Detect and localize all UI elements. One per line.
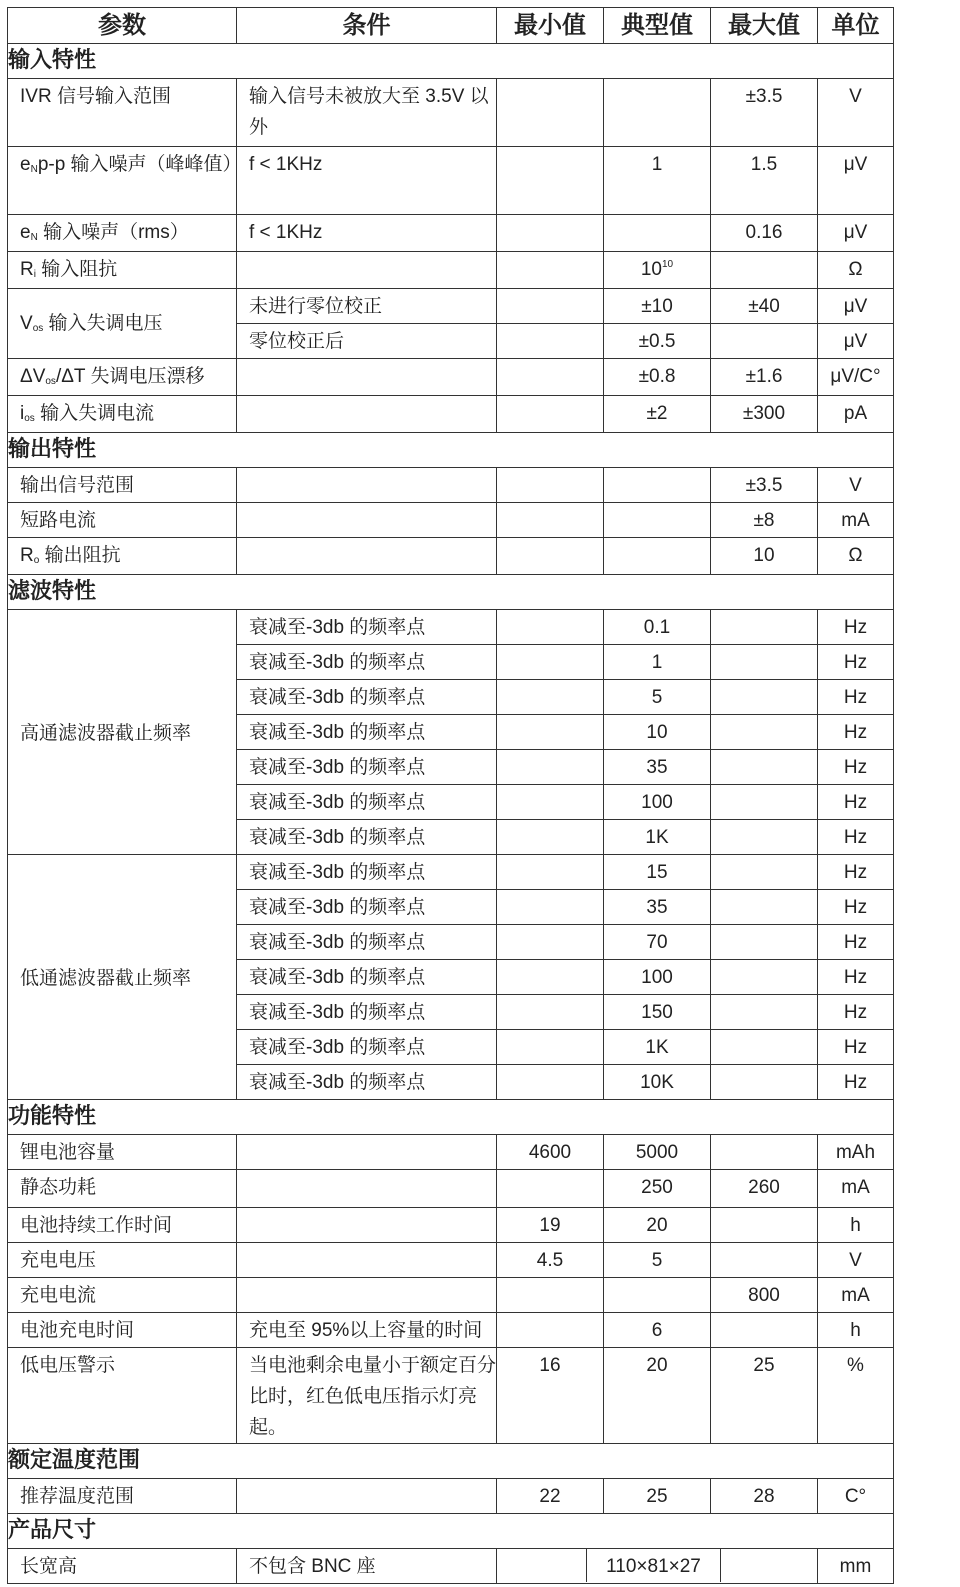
param-cell: 高通滤波器截止频率 [8,610,237,855]
max-cell: 0.16 [711,215,818,252]
param-cell: 长宽高 [8,1549,237,1584]
cond-cell [237,538,497,575]
min-cell [497,324,604,359]
cond-cell [237,1278,497,1313]
typ-cell: 150 [604,995,711,1030]
typ-exponent: 10 [662,259,674,270]
param-text: p-p 输入噪声（峰峰值） [37,154,242,175]
max-cell [711,1065,818,1100]
unit-cell: V [818,1243,894,1278]
cond-cell: 未进行零位校正 [237,289,497,324]
typ-cell [604,538,711,575]
param-text: /ΔT 失调电压漂移 [55,366,205,387]
min-cell: 4.5 [497,1243,604,1278]
cond-cell: 衰减至-3db 的频率点 [237,785,497,820]
max-cell [711,1135,818,1170]
header-cond: 条件 [237,8,497,44]
min-cell [497,468,604,503]
unit-cell: Hz [818,610,894,645]
max-cell [711,645,818,680]
header-row [8,8,894,44]
max-cell: 260 [711,1170,818,1208]
cond-cell [237,1243,497,1278]
section-func: 功能特性 [8,1100,894,1135]
param-text: 输入失调电流 [34,403,155,424]
max-cell [711,750,818,785]
min-cell [497,147,604,215]
param-subscript: o [33,555,40,566]
cond-cell: 衰减至-3db 的频率点 [237,995,497,1030]
min-cell [497,1278,604,1313]
typ-cell: 20 [604,1208,711,1243]
typ-cell [604,503,711,538]
param-cell [8,289,237,359]
cond-cell: 衰减至-3db 的频率点 [237,750,497,785]
unit-cell: μV [818,289,894,324]
header-max: 最大值 [711,8,818,44]
typ-cell: 0.1 [604,610,711,645]
min-cell [497,610,604,645]
cond-cell: f < 1KHz [237,215,497,252]
param-text: 输入失调电压 [43,312,163,334]
max-cell [711,960,818,995]
unit-cell: Hz [818,785,894,820]
cond-cell: 衰减至-3db 的频率点 [237,820,497,855]
unit-cell: μV/C° [818,359,894,396]
unit-cell: Hz [818,890,894,925]
typ-cell: ±0.5 [604,324,711,359]
header-unit: 单位 [818,8,894,44]
spec-table [7,7,894,1584]
table-row [8,1170,894,1208]
cond-cell [237,503,497,538]
param-text: i [20,403,25,424]
min-cell [497,750,604,785]
max-cell: 28 [711,1479,818,1514]
typ-cell: 1 [604,147,711,215]
unit-cell: Hz [818,645,894,680]
typ-cell: 5 [604,1243,711,1278]
max-cell: ±3.5 [711,468,818,503]
typ-cell: 1 [604,645,711,680]
min-cell [497,995,604,1030]
header-param: 参数 [8,8,237,44]
unit-cell: Hz [818,715,894,750]
typ-cell [604,252,711,289]
cond-cell [237,1170,497,1208]
param-cell: 充电电流 [8,1278,237,1313]
cond-cell: 衰减至-3db 的频率点 [237,680,497,715]
unit-cell: % [818,1348,894,1444]
max-cell: ±3.5 [711,79,818,147]
min-cell [497,1170,604,1208]
typ-cell: 100 [604,785,711,820]
min-cell [497,215,604,252]
section-row [8,44,894,79]
param-subscript: N [30,232,38,243]
table-row [8,147,894,215]
section-temp: 额定温度范围 [8,1444,894,1479]
max-cell [711,680,818,715]
unit-cell: Hz [818,680,894,715]
typ-cell: 10 [604,715,711,750]
table-row [8,1549,894,1584]
max-cell: ±300 [711,396,818,433]
min-cell [497,820,604,855]
param-cell: 输出信号范围 [8,468,237,503]
unit-cell: C° [818,1479,894,1514]
unit-cell: V [818,468,894,503]
max-cell [711,610,818,645]
param-cell [8,359,237,396]
typ-cell: ±0.8 [604,359,711,396]
table-row [8,359,894,396]
cond-cell: 衰减至-3db 的频率点 [237,855,497,890]
table-row [8,1313,894,1348]
unit-cell: mm [818,1549,894,1584]
max-cell [711,890,818,925]
cond-cell: 当电池剩余电量小于额定百分比时，红色低电压指示灯亮起。 [237,1348,497,1444]
table-row [8,468,894,503]
cond-cell: 输入信号未被放大至 3.5V 以外 [237,79,497,147]
header-min: 最小值 [497,8,604,44]
param-text: e [20,154,31,175]
min-cell: 22 [497,1479,604,1514]
table-row [8,1135,894,1170]
table-row [8,503,894,538]
max-cell [711,785,818,820]
unit-cell: μV [818,324,894,359]
header-typ: 典型值 [604,8,711,44]
section-input: 输入特性 [8,44,894,79]
section-size: 产品尺寸 [8,1514,894,1549]
section-row [8,433,894,468]
cond-cell: 不包含 BNC 座 [237,1549,497,1584]
typ-cell: 5000 [604,1135,711,1170]
cond-cell: 充电至 95%以上容量的时间 [237,1313,497,1348]
min-cell [497,925,604,960]
typ-cell: 25 [604,1479,711,1514]
param-text: 输出阻抗 [39,545,121,566]
typ-cell: ±10 [604,289,711,324]
max-cell [711,324,818,359]
unit-cell: V [818,79,894,147]
param-text: ΔV [20,366,46,387]
max-cell [711,820,818,855]
param-cell: 静态功耗 [8,1170,237,1208]
max-cell: ±1.6 [711,359,818,396]
func-rows [8,1135,894,1444]
cond-cell: 零位校正后 [237,324,497,359]
param-text: e [20,222,31,243]
min-cell: 4600 [497,1135,604,1170]
max-cell: 25 [711,1348,818,1444]
param-text: 输入噪声（rms） [37,222,189,243]
typ-cell [604,1278,711,1313]
param-cell: IVR 信号输入范围 [8,79,237,147]
min-cell [497,1030,604,1065]
unit-cell: mA [818,1170,894,1208]
min-cell [497,645,604,680]
table-row [8,1208,894,1243]
table-row [8,79,894,147]
param-text: V [20,312,33,334]
typ-cell: 250 [604,1170,711,1208]
param-cell [8,147,242,215]
typ-cell [604,215,711,252]
typ-cell: 20 [604,1348,711,1444]
min-cell [497,960,604,995]
cond-cell [237,1479,497,1514]
dim-blank [721,1549,817,1582]
param-cell: 短路电流 [8,503,237,538]
min-cell: 16 [497,1348,604,1444]
unit-cell: mA [818,503,894,538]
unit-cell: mA [818,1278,894,1313]
min-cell [497,855,604,890]
max-cell [711,855,818,890]
min-cell [497,503,604,538]
max-cell [711,1243,818,1278]
max-cell [711,1313,818,1348]
cond-cell: 衰减至-3db 的频率点 [237,610,497,645]
max-cell [711,1030,818,1065]
param-cell: 低通滤波器截止频率 [8,855,237,1100]
unit-cell: μV [818,147,894,215]
min-cell [497,79,604,147]
typ-cell [604,79,711,147]
max-cell [711,1208,818,1243]
unit-cell: pA [818,396,894,433]
param-cell: 低电压警示 [8,1348,237,1444]
param-cell: 电池充电时间 [8,1313,237,1348]
table-row [8,610,894,645]
cond-cell [237,468,497,503]
param-cell [8,215,237,252]
typ-base: 10 [640,259,662,280]
min-cell [497,715,604,750]
max-cell: ±40 [711,289,818,324]
param-cell: 推荐温度范围 [8,1479,237,1514]
unit-cell: Hz [818,855,894,890]
min-cell: 19 [497,1208,604,1243]
dimension-cell [497,1549,818,1584]
min-cell [497,785,604,820]
unit-cell: Hz [818,1030,894,1065]
unit-cell: Ω [818,252,894,289]
param-cell [8,396,237,433]
unit-cell: h [818,1313,894,1348]
table-row [8,1243,894,1278]
section-row [8,1444,894,1479]
unit-cell: Ω [818,538,894,575]
table-row [8,1278,894,1313]
table-row [8,855,894,890]
unit-cell: mAh [818,1135,894,1170]
unit-cell: Hz [818,995,894,1030]
param-cell [8,538,237,575]
min-cell [497,359,604,396]
cond-cell [237,359,497,396]
param-subscript: os [24,413,35,424]
filter-rows [8,610,894,1100]
min-cell [497,680,604,715]
param-text: R [20,545,34,566]
typ-cell: 15 [604,855,711,890]
cond-cell: 衰减至-3db 的频率点 [237,960,497,995]
unit-cell: Hz [818,750,894,785]
param-cell [8,252,237,289]
param-cell: 充电电压 [8,1243,237,1278]
max-cell [711,252,818,289]
cond-cell [237,396,497,433]
table-row [8,289,894,324]
unit-cell: μV [818,215,894,252]
param-subscript: os [45,376,56,387]
min-cell [497,252,604,289]
table-row [8,252,894,289]
max-cell [711,925,818,960]
table-row [8,396,894,433]
param-subscript: os [32,322,44,334]
typ-cell: 70 [604,925,711,960]
param-text: 输入阻抗 [35,259,118,280]
unit-cell: Hz [818,820,894,855]
param-cell: 电池持续工作时间 [8,1208,237,1243]
unit-cell: Hz [818,925,894,960]
cond-cell: 衰减至-3db 的频率点 [237,925,497,960]
min-cell [497,1065,604,1100]
cond-cell [237,1208,497,1243]
typ-cell [604,468,711,503]
max-cell [711,995,818,1030]
max-cell: 10 [711,538,818,575]
cond-cell [237,252,497,289]
typ-cell: 5 [604,680,711,715]
unit-cell: Hz [818,960,894,995]
min-cell [497,396,604,433]
cond-cell [237,1135,497,1170]
cond-cell: 衰减至-3db 的频率点 [237,890,497,925]
table-row [8,215,894,252]
param-subscript: N [30,164,38,175]
cond-cell: 衰减至-3db 的频率点 [237,715,497,750]
param-cell: 锂电池容量 [8,1135,237,1170]
cond-cell: 衰减至-3db 的频率点 [237,645,497,680]
table-row [8,1348,894,1444]
cond-cell: 衰减至-3db 的频率点 [237,1030,497,1065]
max-cell: 800 [711,1278,818,1313]
dim-value: 110×81×27 [587,1549,721,1582]
typ-cell: 10K [604,1065,711,1100]
typ-cell: 35 [604,750,711,785]
typ-cell: 100 [604,960,711,995]
typ-cell: 1K [604,1030,711,1065]
max-cell: ±8 [711,503,818,538]
cond-cell: f < 1KHz [237,147,497,215]
typ-cell: 1K [604,820,711,855]
section-row [8,1514,894,1549]
section-output: 输出特性 [8,433,894,468]
section-row [8,575,894,610]
table-row [8,1479,894,1514]
typ-cell: 6 [604,1313,711,1348]
dim-blank [497,1549,587,1582]
min-cell [497,289,604,324]
min-cell [497,538,604,575]
param-text: R [20,259,34,280]
table-row [8,538,894,575]
typ-cell: ±2 [604,396,711,433]
min-cell [497,890,604,925]
typ-cell: 35 [604,890,711,925]
param-subscript: i [33,269,36,280]
unit-cell: Hz [818,1065,894,1100]
max-cell: 1.5 [711,147,818,215]
section-row [8,1100,894,1135]
unit-cell: h [818,1208,894,1243]
cond-cell: 衰减至-3db 的频率点 [237,1065,497,1100]
min-cell [497,1313,604,1348]
section-filter: 滤波特性 [8,575,894,610]
max-cell [711,715,818,750]
